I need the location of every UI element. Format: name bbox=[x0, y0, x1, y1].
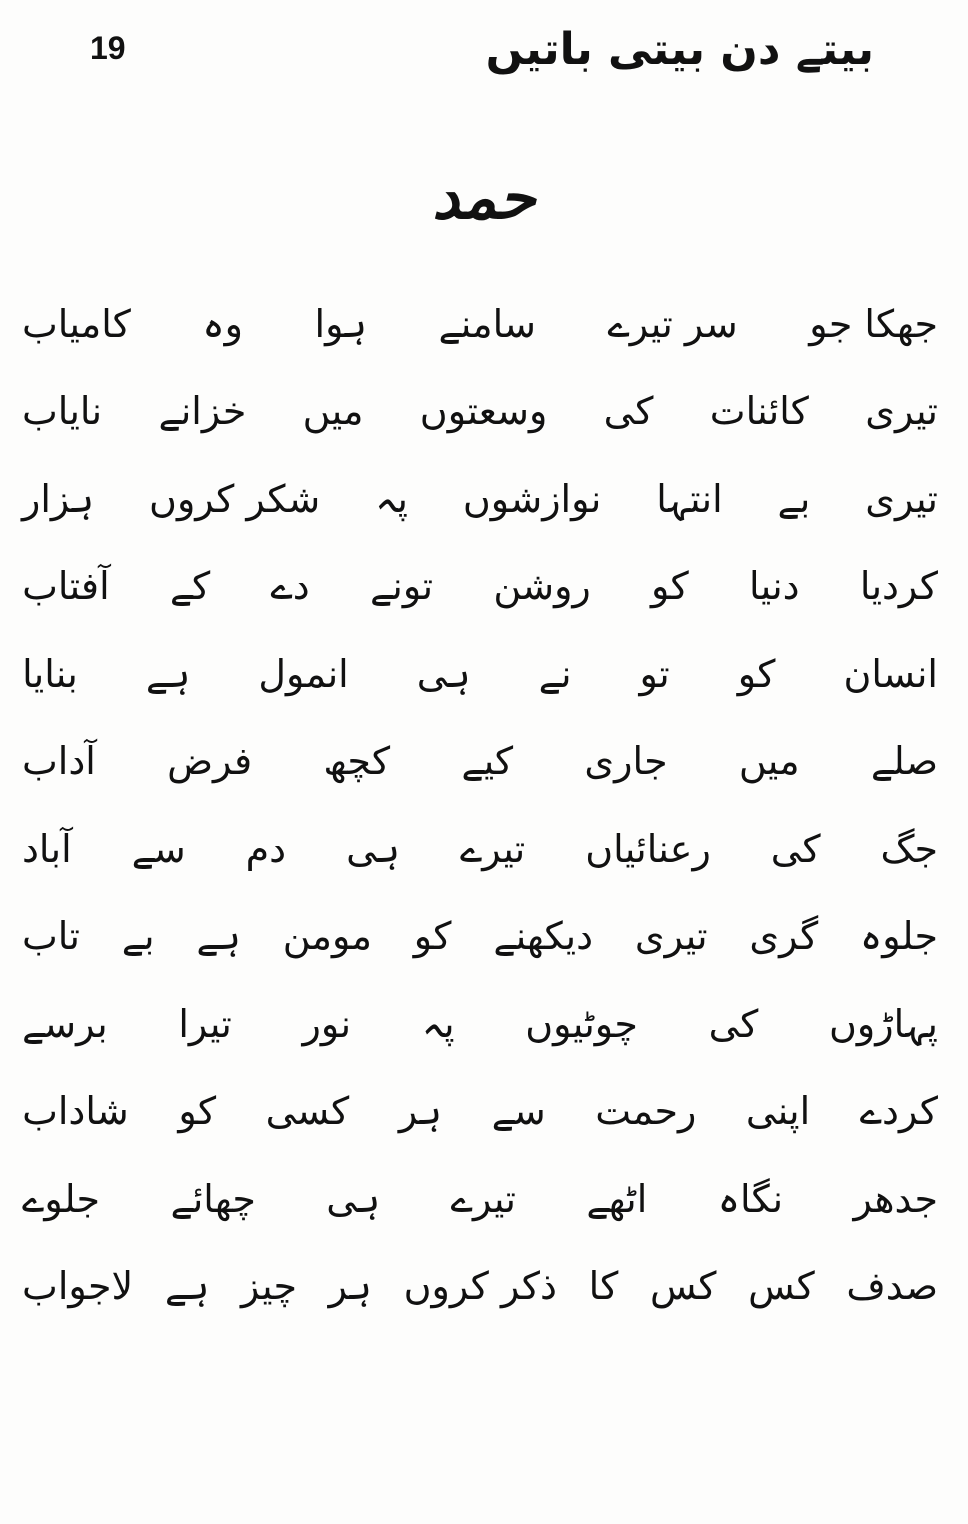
verse-word: ذکر کروں bbox=[403, 1264, 557, 1309]
verse-word: صدف bbox=[846, 1264, 938, 1309]
verse-word: اٹھے bbox=[586, 1176, 648, 1221]
verse-word: آباد bbox=[22, 826, 72, 871]
verse-word: میں bbox=[738, 739, 800, 784]
verse-word: دے bbox=[270, 564, 310, 609]
verse-word: دم bbox=[245, 826, 287, 871]
verse-word: روشن bbox=[493, 564, 591, 609]
verse-word: اپنی bbox=[745, 1089, 811, 1134]
verse-word: کس bbox=[748, 1264, 815, 1309]
verse-word: جلوہ bbox=[860, 914, 938, 959]
verse-word: تیرے bbox=[459, 826, 526, 871]
verse-word: انسان bbox=[843, 651, 938, 696]
verse-word: کردے bbox=[859, 1089, 938, 1134]
page-number: 19 bbox=[90, 30, 126, 66]
verse-word: رعنائیاں bbox=[585, 826, 711, 871]
verse-word: تیرا bbox=[178, 1001, 232, 1046]
verse-word: سامنے bbox=[438, 301, 537, 346]
verse-word: کامیاب bbox=[22, 301, 131, 346]
verse-word: کے bbox=[169, 564, 211, 609]
verse-word: مومن bbox=[282, 914, 372, 959]
verse-word: چوٹیوں bbox=[525, 1001, 638, 1046]
verse-word: نایاب bbox=[22, 389, 103, 434]
verse-word: چھائے bbox=[170, 1176, 256, 1221]
verse-word: ہوا bbox=[314, 301, 367, 346]
verse-word: جلوے bbox=[22, 1176, 101, 1221]
verse-word: سر تیرے bbox=[607, 301, 738, 346]
verse-word: تیری bbox=[865, 476, 938, 521]
poem-verses bbox=[22, 280, 938, 1330]
verse-word: ہے bbox=[196, 914, 241, 959]
verse-word: تیرے bbox=[450, 1176, 516, 1221]
verse-word: دیکھنے bbox=[493, 914, 594, 959]
verse-word: ہر bbox=[328, 1264, 372, 1309]
verse-line bbox=[22, 455, 938, 543]
verse-word: بنایا bbox=[22, 651, 78, 696]
verse-word: ہے bbox=[164, 1264, 210, 1309]
verse-line bbox=[22, 543, 938, 631]
verse-word: انتہا bbox=[656, 476, 723, 521]
verse-word: میں bbox=[302, 389, 364, 434]
verse-word: پہ bbox=[375, 476, 408, 521]
verse-word: تونے bbox=[369, 564, 434, 609]
verse-word: بے bbox=[777, 476, 811, 521]
verse-word: وہ bbox=[202, 301, 243, 346]
verse-word: نور bbox=[302, 1001, 352, 1046]
verse-line bbox=[22, 368, 938, 456]
verse-word: تیری bbox=[634, 914, 708, 959]
verse-word: ہی bbox=[346, 826, 401, 871]
poem-title: حمد bbox=[432, 163, 536, 233]
verse-line bbox=[22, 1068, 938, 1156]
verse-word: جاری bbox=[584, 739, 668, 784]
verse-word: گری bbox=[749, 914, 819, 959]
verse-word: نگاہ bbox=[717, 1176, 784, 1221]
verse-word: برسے bbox=[22, 1001, 108, 1046]
verse-word: کی bbox=[603, 389, 654, 434]
verse-word: ہی bbox=[416, 651, 471, 696]
verse-word: کا bbox=[588, 1264, 619, 1309]
verse-word: ہی bbox=[326, 1176, 381, 1221]
verse-word: کس bbox=[649, 1264, 717, 1309]
verse-word: ہے bbox=[145, 651, 191, 696]
verse-line bbox=[22, 630, 938, 718]
verse-word: وسعتوں bbox=[419, 389, 548, 434]
verse-line bbox=[22, 805, 938, 893]
verse-word: تیری bbox=[865, 389, 938, 434]
verse-word: کو bbox=[737, 651, 776, 696]
verse-word: نوازشوں bbox=[462, 476, 602, 521]
verse-word: جھکا جو bbox=[809, 301, 938, 346]
verse-word: تو bbox=[639, 651, 670, 696]
verse-line bbox=[22, 1243, 938, 1331]
verse-word: ہر bbox=[398, 1089, 443, 1134]
verse-line bbox=[22, 980, 938, 1068]
verse-word: پہاڑوں bbox=[828, 1001, 938, 1046]
verse-word: کسی bbox=[265, 1089, 350, 1134]
verse-word: شکر کروں bbox=[149, 476, 321, 521]
verse-word: جدھر bbox=[853, 1176, 938, 1221]
verse-word: کیے bbox=[461, 739, 514, 784]
verse-word: آداب bbox=[22, 739, 96, 784]
verse-word: انمول bbox=[258, 651, 349, 696]
verse-word: کو bbox=[651, 564, 689, 609]
verse-word: سے bbox=[491, 1089, 546, 1134]
verse-line bbox=[22, 280, 938, 368]
verse-word: لاجواب bbox=[22, 1264, 134, 1309]
verse-word: شاداب bbox=[22, 1089, 129, 1134]
verse-word: کو bbox=[178, 1089, 217, 1134]
verse-word: صلے bbox=[870, 739, 938, 784]
verse-word: خزانے bbox=[158, 389, 247, 434]
verse-word: کچھ bbox=[323, 739, 391, 784]
verse-word: فرض bbox=[167, 739, 253, 784]
verse-line bbox=[22, 893, 938, 981]
verse-word: بے bbox=[121, 914, 155, 959]
verse-word: پہ bbox=[421, 1001, 455, 1046]
verse-word: کی bbox=[770, 826, 821, 871]
verse-word: آفتاب bbox=[22, 564, 110, 609]
verse-word: ہزار bbox=[22, 476, 95, 521]
verse-word: کو bbox=[413, 914, 452, 959]
verse-word: رحمت bbox=[595, 1089, 697, 1134]
page-header bbox=[0, 18, 968, 88]
verse-word: نے bbox=[538, 651, 572, 696]
verse-line bbox=[22, 718, 938, 806]
verse-word: جگ bbox=[880, 826, 938, 871]
verse-line bbox=[22, 1155, 938, 1243]
book-title-running-head: بیتے دن بیتی باتیں bbox=[485, 24, 874, 75]
verse-word: چیز bbox=[241, 1264, 297, 1309]
verse-word: دنیا bbox=[749, 564, 800, 609]
verse-word: کی bbox=[708, 1001, 759, 1046]
verse-word: سے bbox=[131, 826, 186, 871]
verse-word: تاب bbox=[22, 914, 80, 959]
verse-word: کائنات bbox=[709, 389, 809, 434]
verse-word: کردیا bbox=[859, 564, 938, 609]
